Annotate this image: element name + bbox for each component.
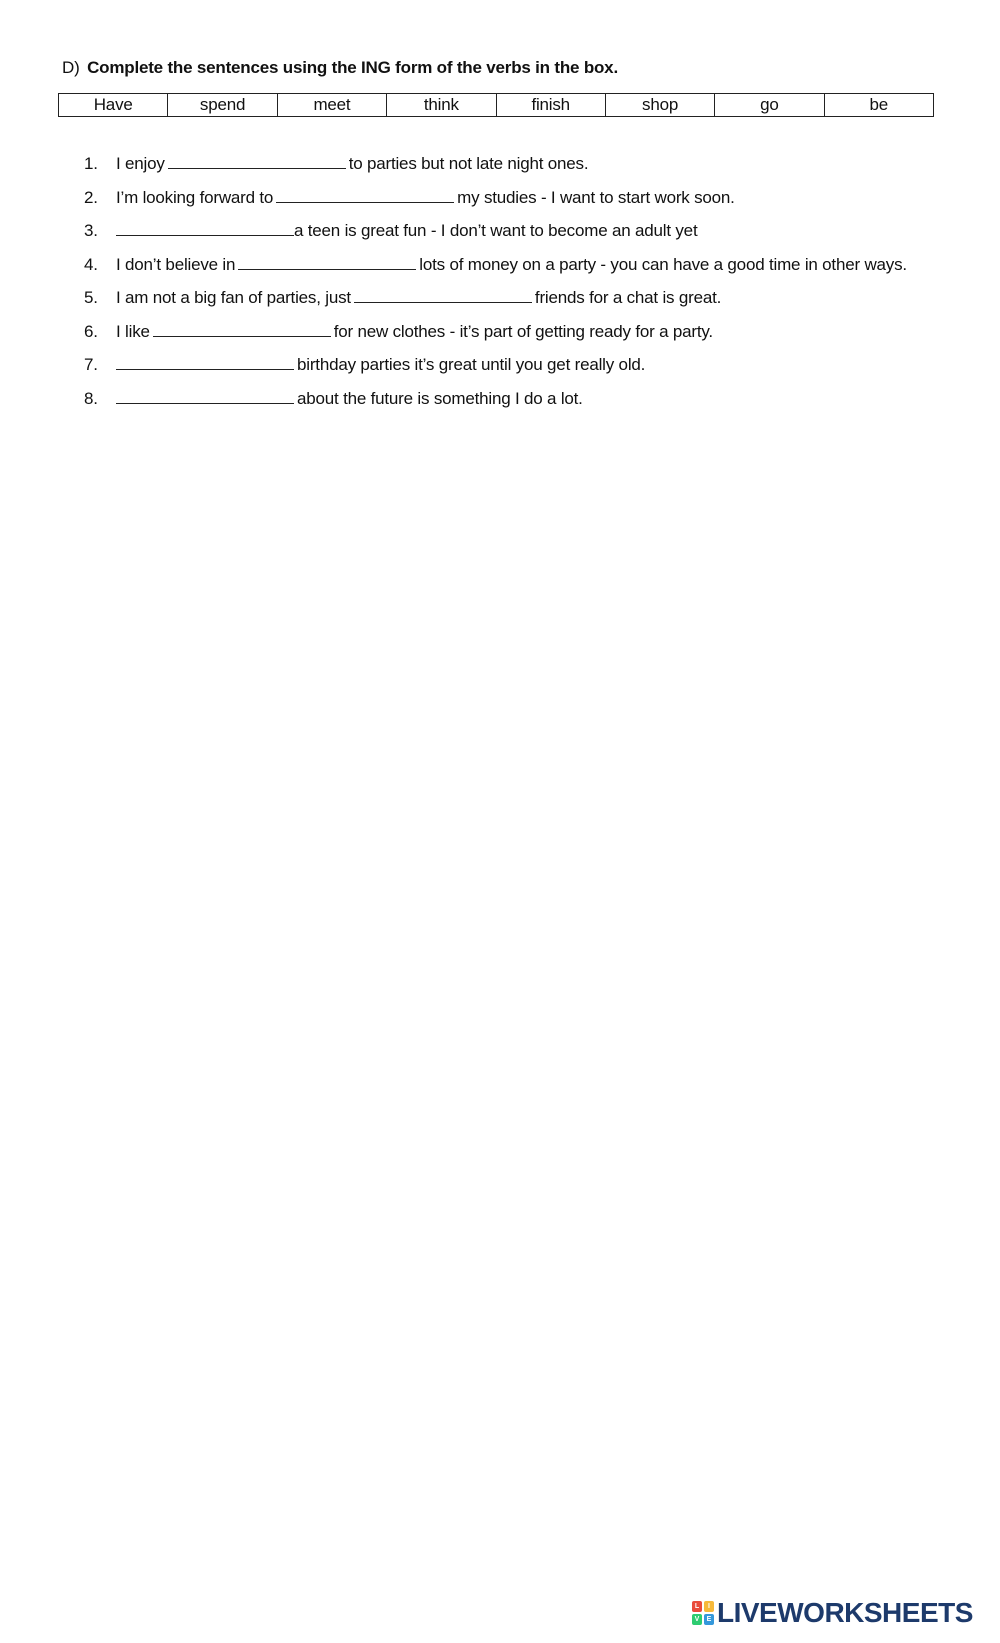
answer-blank[interactable]	[168, 152, 346, 169]
sentence-text-after: a teen is great fun - I don’t want to become an adult yet	[294, 221, 698, 240]
word-box-cell: go	[715, 94, 824, 117]
answer-blank[interactable]	[276, 186, 454, 203]
verb-word-box	[58, 93, 934, 117]
answer-blank[interactable]	[354, 286, 532, 303]
word-box-cell: think	[387, 94, 496, 117]
answer-blank[interactable]	[116, 353, 294, 370]
sentence-text-after: birthday parties it’s great until you get really old.	[297, 355, 646, 374]
sentence-number: 8.	[84, 388, 98, 408]
word-box-cell: shop	[605, 94, 714, 117]
sentence-item	[84, 253, 907, 287]
answer-blank[interactable]	[116, 219, 294, 236]
answer-blank[interactable]	[153, 320, 331, 337]
sentence-number: 2.	[84, 187, 98, 207]
word-box-cell: spend	[168, 94, 277, 117]
logo-text: LIVEWORKSHEETS	[717, 1597, 973, 1628]
word-box-cell: meet	[277, 94, 386, 117]
sentence-item	[84, 353, 907, 387]
liveworksheets-logo	[692, 1598, 973, 1628]
sentence-text-before: I am not a big fan of parties, just	[116, 288, 351, 307]
sentence-item	[84, 219, 907, 253]
word-box-cell: be	[824, 94, 933, 117]
answer-blank[interactable]	[238, 253, 416, 270]
sentence-text-after: for new clothes - it’s part of getting ready for a party.	[333, 321, 713, 341]
sentence-item	[84, 186, 907, 220]
sentence-item	[84, 387, 907, 421]
logo-mark-tile: E	[704, 1614, 714, 1625]
word-box-row	[59, 94, 934, 117]
sentence-number: 4.	[84, 254, 98, 274]
sentence-text-after: to parties but not late night ones.	[348, 154, 589, 173]
logo-mark-tile: L	[692, 1601, 702, 1612]
sentence-text-before: I like	[116, 321, 150, 341]
sentence-text-after: friends for a chat is great.	[534, 288, 722, 307]
sentence-item	[84, 152, 907, 186]
sentence-number: 5.	[84, 288, 98, 307]
sentence-item	[84, 286, 907, 320]
sentence-text-before: I don’t believe in	[116, 254, 236, 274]
sentence-number: 1.	[84, 154, 98, 173]
sentence-number: 3.	[84, 221, 98, 240]
logo-mark-tile: V	[692, 1614, 702, 1625]
word-box-cell: finish	[496, 94, 605, 117]
sentence-text-before: I’m looking forward to	[116, 187, 274, 207]
sentence-text-after: lots of money on a party - you can have a good time in other ways.	[419, 254, 907, 274]
exercise-label: D)	[62, 58, 80, 77]
logo-mark-tile: I	[704, 1601, 714, 1612]
answer-blank[interactable]	[116, 387, 294, 404]
sentence-list	[84, 152, 907, 420]
sentence-item	[84, 320, 907, 354]
sentence-text-after: my studies - I want to start work soon.	[457, 187, 735, 207]
exercise-heading	[62, 58, 618, 78]
sentence-text-before: I enjoy	[116, 154, 165, 173]
exercise-instruction: Complete the sentences using the ING form of the verbs in the box.	[87, 58, 618, 77]
sentence-text-after: about the future is something I do a lot.	[297, 388, 583, 408]
sentence-number: 6.	[84, 321, 98, 341]
word-box-cell: Have	[59, 94, 168, 117]
logo-mark-icon	[692, 1601, 714, 1625]
sentence-number: 7.	[84, 355, 98, 374]
